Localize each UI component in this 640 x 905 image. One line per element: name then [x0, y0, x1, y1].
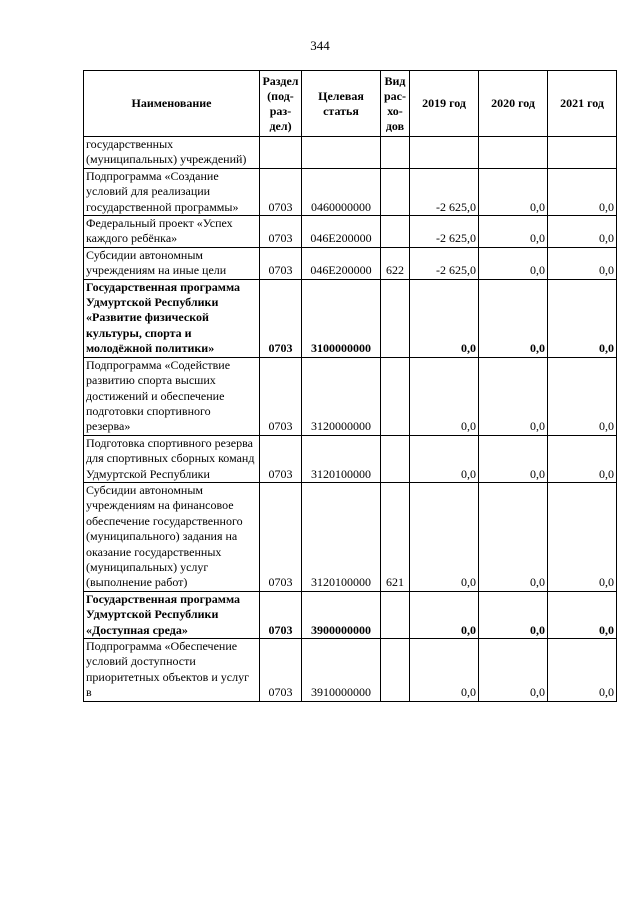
table-row [84, 482, 617, 591]
cell-2021: 0,0 [548, 168, 617, 215]
header-2019: 2019 год [410, 71, 479, 137]
cell-section: 0703 [260, 247, 302, 279]
cell-2019: 0,0 [410, 279, 479, 357]
cell-kind [381, 639, 410, 702]
cell-kind [381, 435, 410, 482]
cell-2019: 0,0 [410, 357, 479, 435]
table-row [84, 137, 617, 169]
cell-section: 0703 [260, 168, 302, 215]
cell-kind: 621 [381, 482, 410, 591]
cell-name: Федеральный проект «Успех каждого ребёнка» [84, 216, 260, 248]
cell-2021: 0,0 [548, 482, 617, 591]
table-row [84, 168, 617, 215]
cell-name: государственных (муниципальных) учреждений) [84, 137, 260, 169]
cell-name: Государственная программа Удмуртской Республики «Развитие физической культуры, спорта и молодёжной политики» [84, 279, 260, 357]
cell-section [260, 137, 302, 169]
cell-section: 0703 [260, 482, 302, 591]
cell-article: 3120000000 [302, 357, 381, 435]
cell-2019: 0,0 [410, 435, 479, 482]
table-header-row [84, 71, 617, 137]
cell-2019 [410, 137, 479, 169]
cell-section: 0703 [260, 591, 302, 638]
header-name: Наименование [84, 71, 260, 137]
cell-article: 3120100000 [302, 435, 381, 482]
cell-article: 3120100000 [302, 482, 381, 591]
cell-kind [381, 279, 410, 357]
header-section: Раздел (под- раз- дел) [260, 71, 302, 137]
table-row [84, 639, 617, 702]
cell-2021 [548, 137, 617, 169]
cell-2019: -2 625,0 [410, 168, 479, 215]
cell-name: Подготовка спортивного резерва для спортивных сборных команд Удмуртской Республики [84, 435, 260, 482]
cell-2021: 0,0 [548, 591, 617, 638]
cell-kind [381, 168, 410, 215]
cell-name: Подпрограмма «Обеспечение условий доступности приоритетных объектов и услуг в [84, 639, 260, 702]
page-number: 344 [310, 38, 330, 53]
table-body [84, 137, 617, 702]
cell-article [302, 137, 381, 169]
cell-2020: 0,0 [479, 435, 548, 482]
cell-name: Субсидии автономным учреждениям на иные цели [84, 247, 260, 279]
cell-section: 0703 [260, 357, 302, 435]
cell-section: 0703 [260, 435, 302, 482]
cell-2021: 0,0 [548, 639, 617, 702]
cell-2020: 0,0 [479, 482, 548, 591]
cell-kind [381, 216, 410, 248]
cell-kind [381, 137, 410, 169]
budget-table [83, 70, 617, 702]
cell-article: 3910000000 [302, 639, 381, 702]
cell-2019: -2 625,0 [410, 247, 479, 279]
cell-article: 3900000000 [302, 591, 381, 638]
cell-article: 046E200000 [302, 216, 381, 248]
cell-2020: 0,0 [479, 639, 548, 702]
header-article: Целевая статья [302, 71, 381, 137]
cell-article: 0460000000 [302, 168, 381, 215]
table-row [84, 357, 617, 435]
cell-section: 0703 [260, 639, 302, 702]
cell-2020: 0,0 [479, 591, 548, 638]
cell-2020: 0,0 [479, 247, 548, 279]
cell-section: 0703 [260, 279, 302, 357]
cell-kind: 622 [381, 247, 410, 279]
cell-kind [381, 357, 410, 435]
header-kind: Вид рас- хо- дов [381, 71, 410, 137]
cell-article: 3100000000 [302, 279, 381, 357]
cell-section: 0703 [260, 216, 302, 248]
header-2020: 2020 год [479, 71, 548, 137]
cell-name: Подпрограмма «Содействие развитию спорта высших достижений и обеспечение подготовки спортивного резерва» [84, 357, 260, 435]
cell-2021: 0,0 [548, 279, 617, 357]
cell-2020: 0,0 [479, 279, 548, 357]
cell-2019: -2 625,0 [410, 216, 479, 248]
cell-2021: 0,0 [548, 247, 617, 279]
cell-2021: 0,0 [548, 435, 617, 482]
cell-2020: 0,0 [479, 216, 548, 248]
table-row [84, 591, 617, 638]
cell-name: Субсидии автономным учреждениям на финансовое обеспечение государственного (муниципального) задания на оказание государственных (муниципальных) услуг (выполнение работ) [84, 482, 260, 591]
table-row [84, 279, 617, 357]
cell-2021: 0,0 [548, 216, 617, 248]
cell-name: Государственная программа Удмуртской Республики «Доступная среда» [84, 591, 260, 638]
cell-kind [381, 591, 410, 638]
table-row [84, 247, 617, 279]
cell-2019: 0,0 [410, 482, 479, 591]
cell-2019: 0,0 [410, 591, 479, 638]
cell-2020 [479, 137, 548, 169]
cell-2020: 0,0 [479, 357, 548, 435]
cell-name: Подпрограмма «Создание условий для реализации государственной программы» [84, 168, 260, 215]
cell-2021: 0,0 [548, 357, 617, 435]
cell-article: 046E200000 [302, 247, 381, 279]
cell-2019: 0,0 [410, 639, 479, 702]
header-2021: 2021 год [548, 71, 617, 137]
cell-2020: 0,0 [479, 168, 548, 215]
table-row [84, 216, 617, 248]
table-row [84, 435, 617, 482]
